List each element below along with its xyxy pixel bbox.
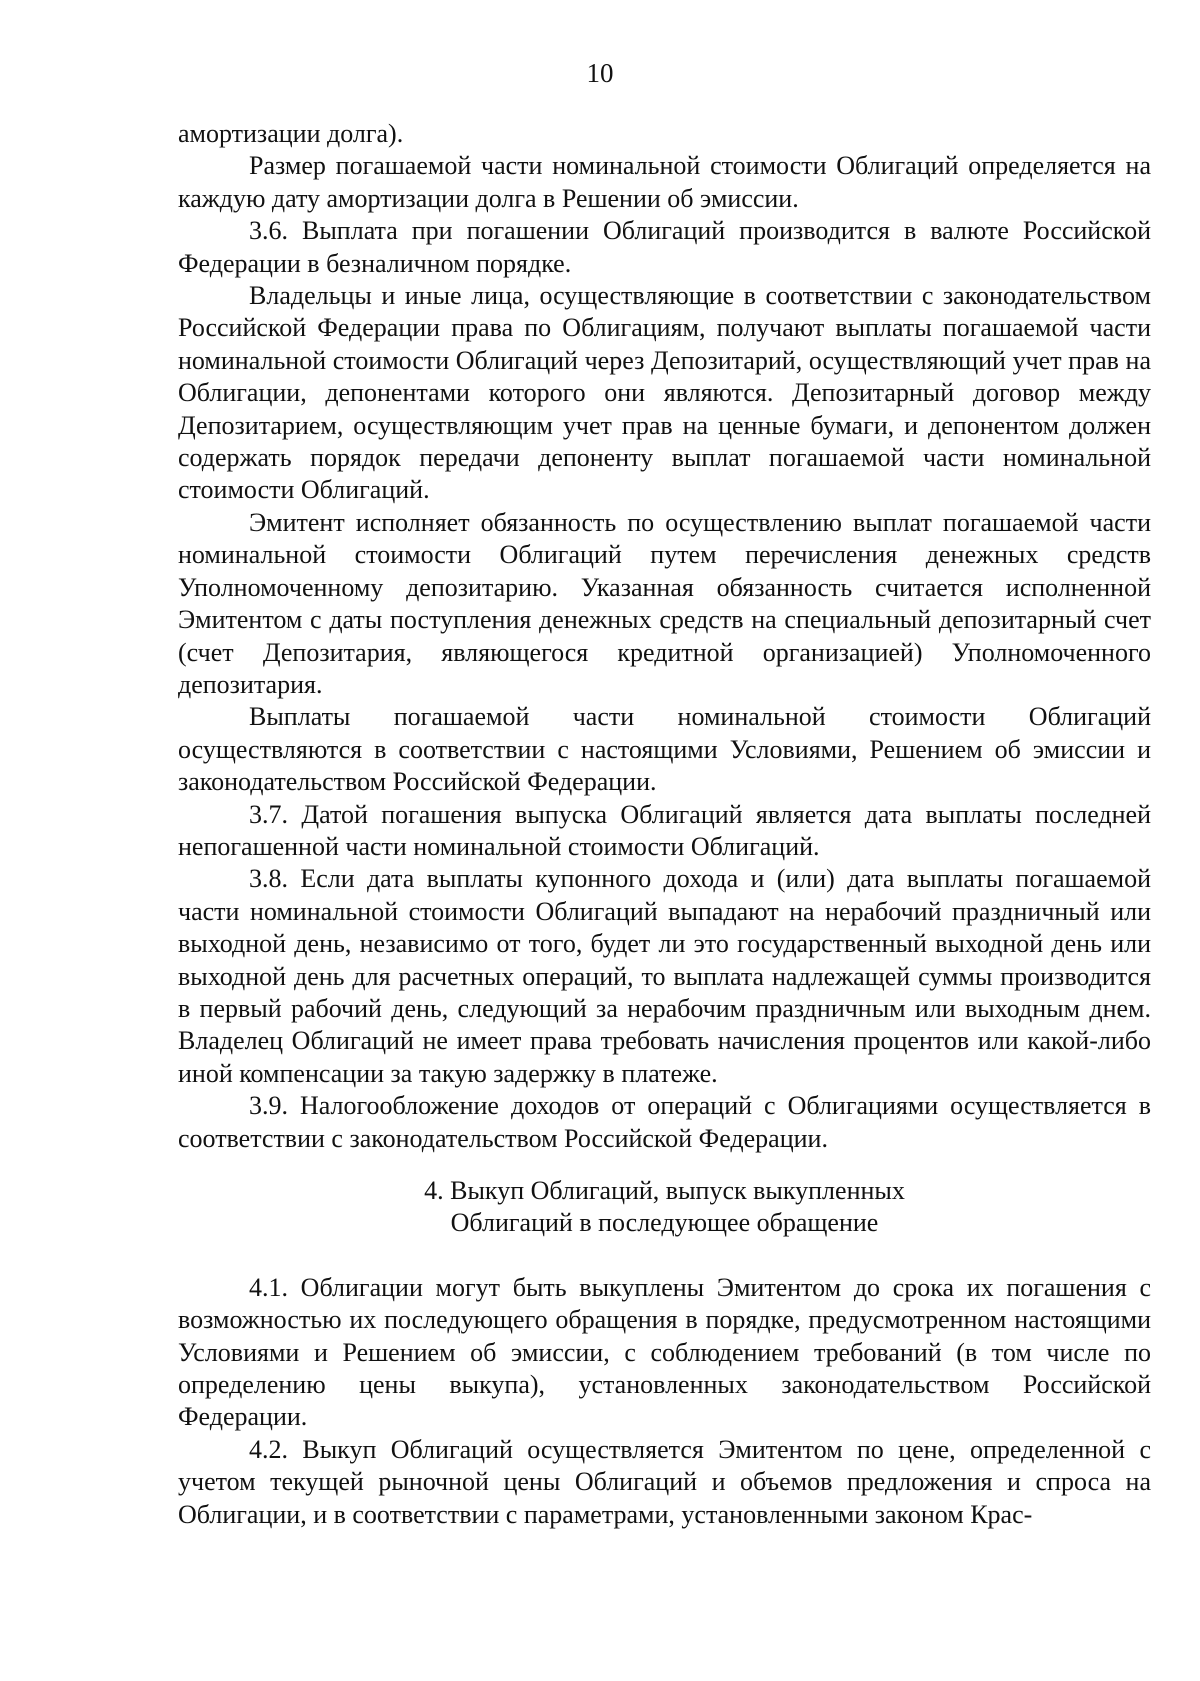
document-body [178, 118, 1151, 1531]
paragraph-4-2: 4.2. Выкуп Облигаций осуществляется Эмитентом по цене, определенной с учетом текущей рыночной цены Облигаций и объемов предложения и спроса на Облигации, и в соответствии с параметрами, установленными законом Крас- [178, 1434, 1151, 1529]
paragraph-issuer-obligation: Эмитент исполняет обязанность по осуществлению выплат погашаемой части номинальной стоимости Облигаций путем перечисления денежных средств Уполномоченному депозитарию. Указанная обязанность считается исполненной Эмитентом с даты поступления денежных средств на специальный депозитарный счет (счет Депозитария, являющегося кредитной организацией) Уполномоченного депозитария. [178, 507, 1151, 699]
section-heading-line-2: Облигаций в последующее обращение [450, 1208, 879, 1238]
paragraph-3-9: 3.9. Налогообложение доходов от операций с Облигациями осуществляется в соответствии с законодательством Российской Федерации. [178, 1091, 1151, 1153]
paragraph-payments-conditions: Выплаты погашаемой части номинальной стоимости Облигаций осуществляются в соответствии с настоящими Условиями, Решением об эмиссии и законодательством Российской Федерации. [178, 702, 1151, 797]
paragraph-3-6: 3.6. Выплата при погашении Облигаций производится в валюте Российской Федерации в безналичном порядке. [178, 216, 1151, 278]
section-heading [178, 1175, 1151, 1240]
paragraph-amortization-size: Размер погашаемой части номинальной стоимости Облигаций определяется на каждую дату амортизации долга в Решении об эмиссии. [178, 151, 1151, 213]
section-heading-line-1: 4. Выкуп Облигаций, выпуск выкупленных [424, 1176, 905, 1205]
paragraph-continuation: амортизации долга). [178, 119, 404, 148]
paragraph-3-7: 3.7. Датой погашения выпуска Облигаций является дата выплаты последней непогашенной части номинальной стоимости Облигаций. [178, 799, 1151, 861]
paragraph-3-8: 3.8. Если дата выплаты купонного дохода и (или) дата выплаты погашаемой части номинальной стоимости Облигаций выпадают на нерабочий праздничный или выходной день, независимо от того, будет ли это государственный выходной день или выходной день для расчетных операций, то выплата надлежащей суммы производится в первый рабочий день, следующий за нерабочим праздничным или выходным днем. Владелец Облигаций не имеет права требовать начисления процентов или какой-либо иной компенсации за такую задержку в платеже. [178, 864, 1151, 1088]
paragraph-holders-payments: Владельцы и иные лица, осуществляющие в соответствии с законодательством Российской Федерации права по Облигациям, получают выплаты погашаемой части номинальной стоимости Облигаций через Депозитарий, осуществляющий учет прав на Облигации, депонентами которого они являются. Депозитарный договор между Депозитарием, осуществляющим учет прав на ценные бумаги, и депонентом должен содержать порядок передачи депоненту выплат погашаемой части номинальной стоимости Облигаций. [178, 281, 1151, 505]
page-number: 10 [586, 58, 614, 88]
paragraph-4-1: 4.1. Облигации могут быть выкуплены Эмитентом до срока их погашения с возможностью их последующего обращения в порядке, предусмотренном настоящими Условиями и Решением об эмиссии, с соблюдением требований (в том числе по определению цены выкупа), установленных законодательством Российской Федерации. [178, 1272, 1151, 1432]
